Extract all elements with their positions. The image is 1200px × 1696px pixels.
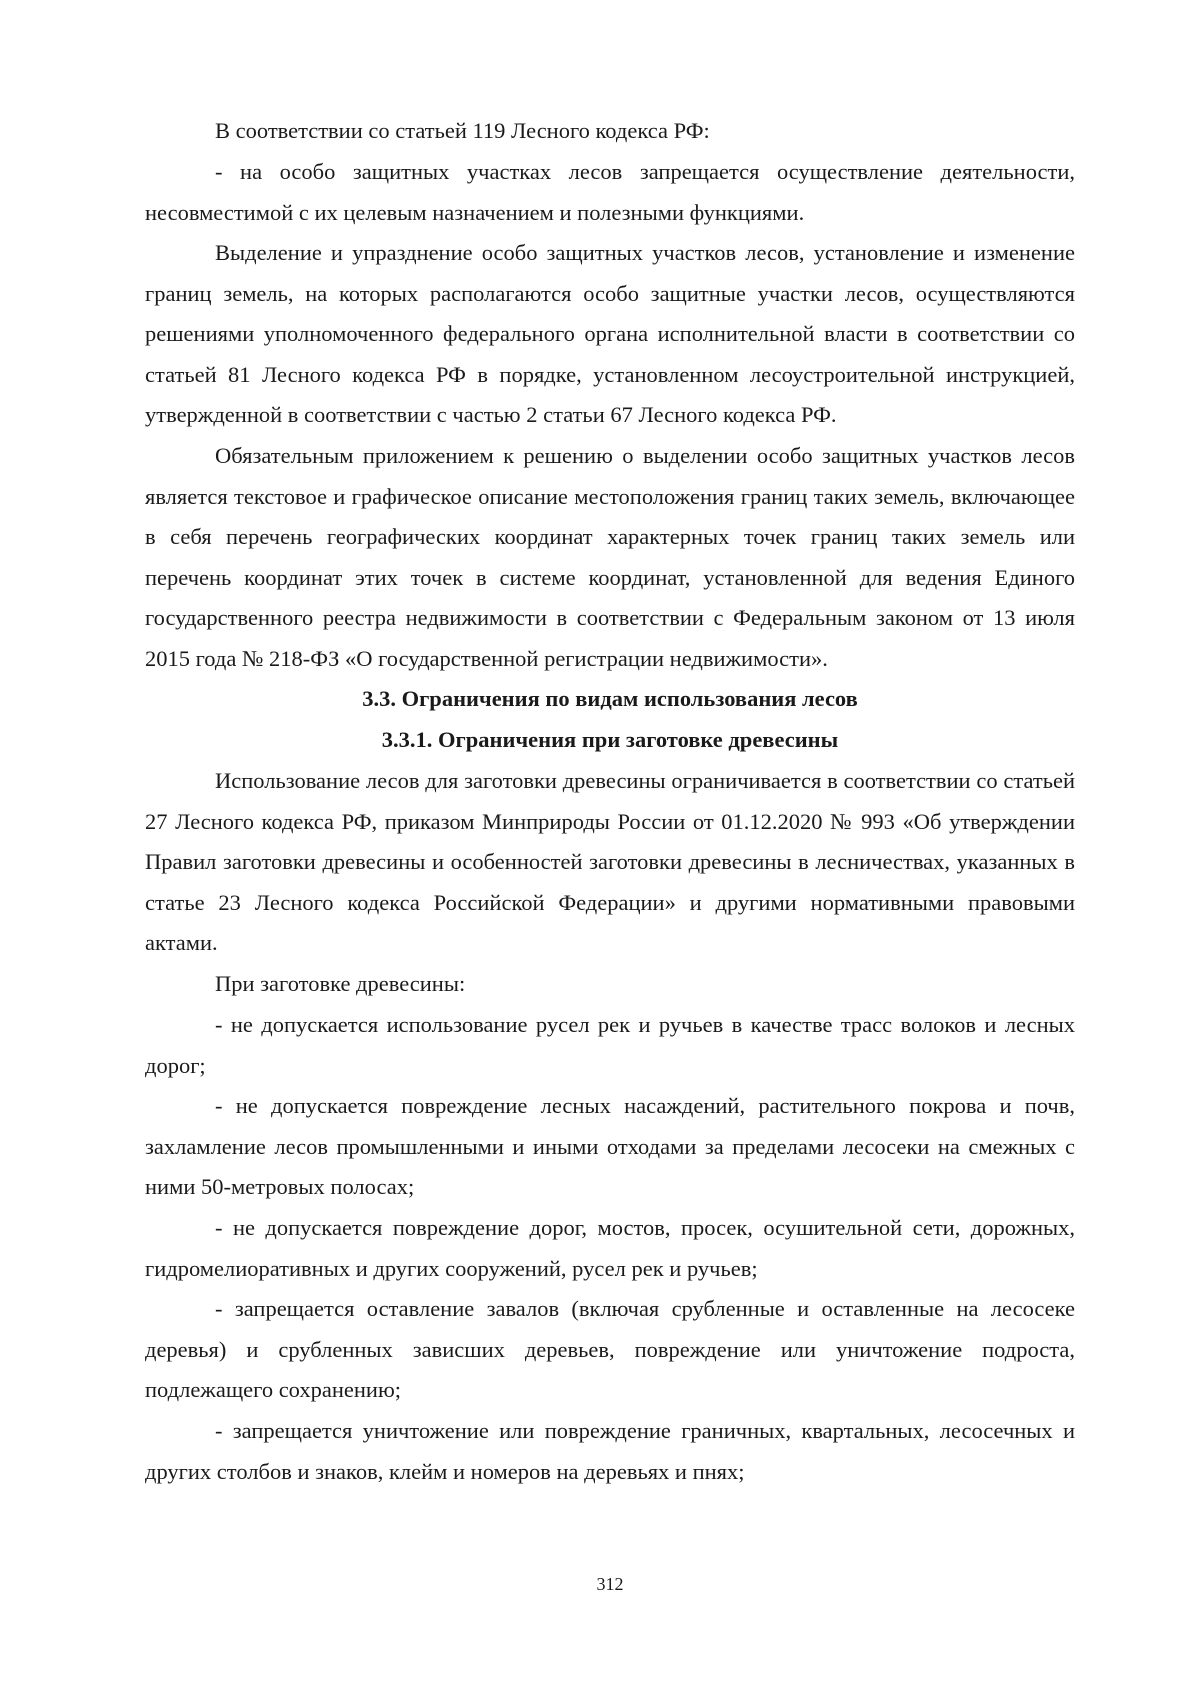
paragraph-allocation: Выделение и упразднение особо защитных участков лесов, установление и изменение границ земель, на которых располагаются особо защитные участки лесов, осуществляются решениями уполномоченного федерального органа исполнительной власти в соответствии со статьей 81 Лесного кодекса РФ в порядке, установленном лесоустроительной инструкцией, утвержденной в соответствии с частью 2 статьи 67 Лесного кодекса РФ.	[145, 240, 1075, 427]
paragraph-during-harvest: При заготовке древесины:	[215, 971, 466, 996]
list-item-damage-roads: - не допускается повреждение дорог, мостов, просек, осушительной сети, дорожных, гидромелиоративных и других сооружений, русел рек и ручьев;	[145, 1215, 1075, 1281]
page-number: 312	[596, 1574, 624, 1594]
list-item-riverbeds: - не допускается использование русел рек и ручьев в качестве трасс волоков и лесных дорог;	[145, 1012, 1075, 1078]
section-heading-3-3: 3.3. Ограничения по видам использования лесов	[362, 686, 858, 711]
list-item-blockages: - запрещается оставление завалов (включая срубленные и оставленные на лесосеке деревья) и срубленных зависших деревьев, повреждение или уничтожение подроста, подлежащего сохранению;	[145, 1296, 1075, 1402]
list-item-boundary-posts: - запрещается уничтожение или повреждение граничных, квартальных, лесосечных и других столбов и знаков, клейм и номеров на деревьях и пнях;	[145, 1418, 1075, 1484]
paragraph-prohibition: - на особо защитных участках лесов запрещается осуществление деятельности, несовместимой с их целевым назначением и полезными функциями.	[145, 159, 1075, 225]
paragraph-article-119: В соответствии со статьей 119 Лесного кодекса РФ:	[215, 118, 710, 143]
list-item-damage-stands: - не допускается повреждение лесных насаждений, растительного покрова и почв, захламление лесов промышленными и иными отходами за пределами лесосеки на смежных с ними 50-метровых полосах;	[145, 1093, 1075, 1199]
paragraph-mandatory-annex: Обязательным приложением к решению о выделении особо защитных участков лесов является текстовое и графическое описание местоположения границ таких земель, включающее в себя перечень географических координат характерных точек границ таких земель или перечень координат этих точек в системе координат, установленной для ведения Единого государственного реестра недвижимости в соответствии с Федеральным законом от 13 июля 2015 года № 218-ФЗ «О государственной регистрации недвижимости».	[145, 443, 1075, 671]
paragraph-timber-harvest: Использование лесов для заготовки древесины ограничивается в соответствии со статьей 27 Лесного кодекса РФ, приказом Минприроды России от 01.12.2020 № 993 «Об утверждении Правил заготовки древесины и особенностей заготовки древесины в лесничествах, указанных в статье 23 Лесного кодекса Российской Федерации» и другими нормативными правовыми актами.	[145, 768, 1075, 955]
section-heading-3-3-1: 3.3.1. Ограничения при заготовке древесины	[381, 727, 839, 752]
